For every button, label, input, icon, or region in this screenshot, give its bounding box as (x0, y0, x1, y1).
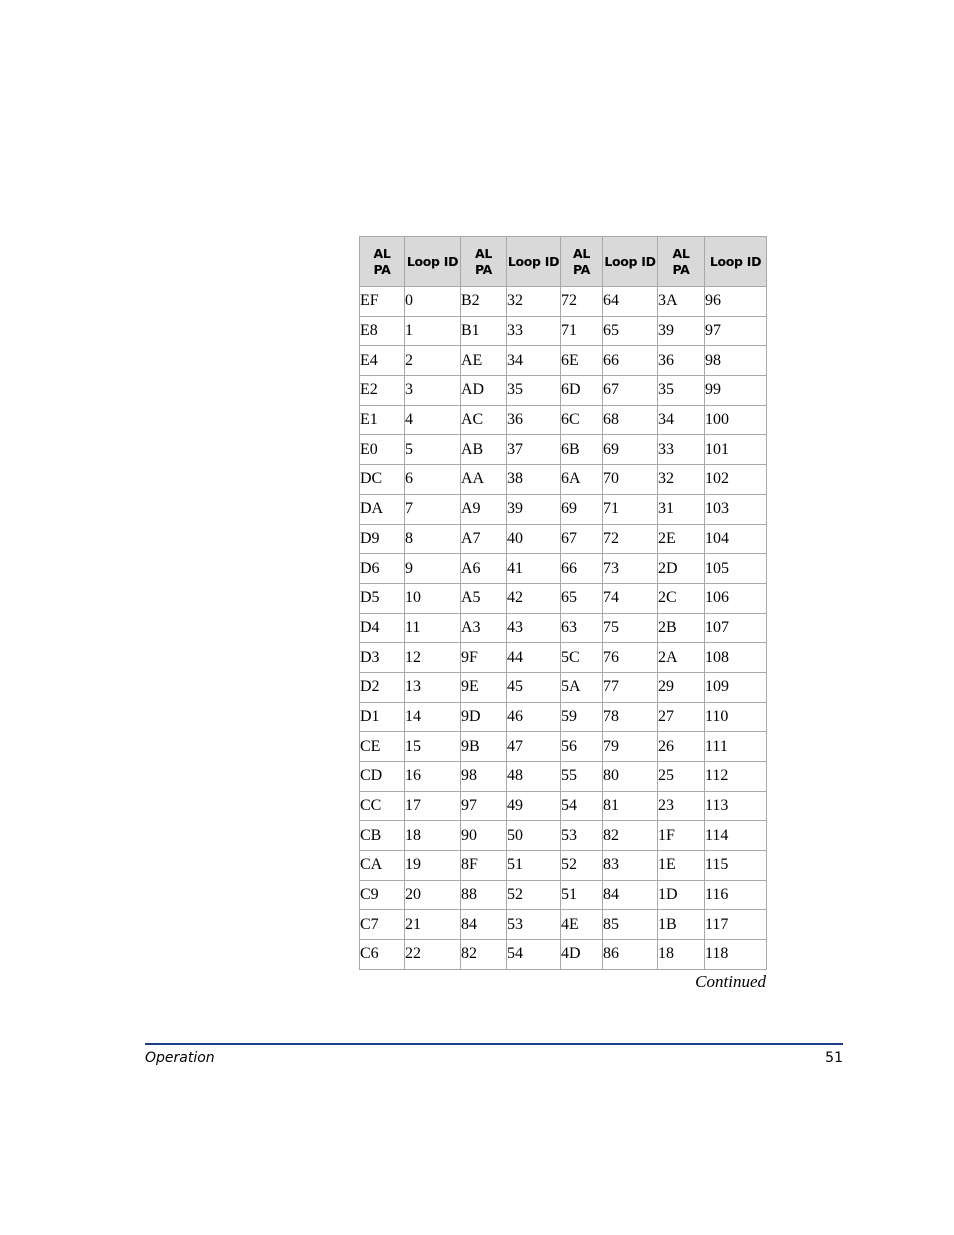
loop-id-cell: 46 (507, 702, 561, 732)
al-pa-cell: CD (360, 762, 405, 792)
footer-section-title: Operation (145, 1050, 215, 1066)
loop-id-cell: 115 (705, 851, 767, 881)
loop-id-cell: 106 (705, 583, 767, 613)
loop-id-cell: 33 (507, 316, 561, 346)
loop-id-cell: 2 (405, 346, 461, 376)
loop-id-cell: 47 (507, 732, 561, 762)
al-pa-cell: AE (461, 346, 507, 376)
al-pa-cell: CB (360, 821, 405, 851)
loop-id-cell: 19 (405, 851, 461, 881)
table-row (360, 732, 767, 762)
loop-id-cell: 22 (405, 940, 461, 970)
loop-id-cell: 78 (603, 702, 658, 732)
table-row (360, 465, 767, 495)
loop-id-cell: 111 (705, 732, 767, 762)
al-pa-cell: 9E (461, 672, 507, 702)
page-number: 51 (825, 1050, 843, 1066)
al-pa-cell: 55 (561, 762, 603, 792)
table-row (360, 910, 767, 940)
loop-id-cell: 39 (507, 494, 561, 524)
al-pa-cell: 66 (561, 554, 603, 584)
al-pa-cell: 65 (561, 583, 603, 613)
al-pa-cell: 36 (658, 346, 705, 376)
loop-id-cell: 99 (705, 376, 767, 406)
loop-id-cell: 98 (705, 346, 767, 376)
footer-rule (145, 1043, 843, 1045)
table-row (360, 672, 767, 702)
al-pa-cell: CE (360, 732, 405, 762)
loop-id-cell: 82 (603, 821, 658, 851)
al-pa-cell: CC (360, 791, 405, 821)
table-row (360, 791, 767, 821)
loop-id-cell: 102 (705, 465, 767, 495)
al-pa-cell: CA (360, 851, 405, 881)
table-row (360, 287, 767, 317)
table-row (360, 940, 767, 970)
loop-id-cell: 73 (603, 554, 658, 584)
al-pa-cell: D3 (360, 643, 405, 673)
al-pa-cell: C9 (360, 880, 405, 910)
loop-id-cell: 85 (603, 910, 658, 940)
table-row (360, 494, 767, 524)
loop-id-cell: 110 (705, 702, 767, 732)
al-pa-cell: D1 (360, 702, 405, 732)
loop-id-cell: 83 (603, 851, 658, 881)
al-pa-cell: 4D (561, 940, 603, 970)
al-pa-cell: 54 (561, 791, 603, 821)
loop-id-cell: 48 (507, 762, 561, 792)
loop-id-cell: 53 (507, 910, 561, 940)
loop-id-cell: 103 (705, 494, 767, 524)
al-pa-cell: D9 (360, 524, 405, 554)
al-pa-cell: C6 (360, 940, 405, 970)
loop-id-cell: 9 (405, 554, 461, 584)
al-pa-cell: 26 (658, 732, 705, 762)
loop-id-cell: 3 (405, 376, 461, 406)
loop-id-cell: 4 (405, 405, 461, 435)
loop-id-cell: 114 (705, 821, 767, 851)
loop-id-cell: 16 (405, 762, 461, 792)
loop-id-cell: 77 (603, 672, 658, 702)
loop-id-cell: 118 (705, 940, 767, 970)
al-pa-cell: A6 (461, 554, 507, 584)
continued-label: Continued (695, 972, 766, 991)
loop-id-cell: 37 (507, 435, 561, 465)
loop-id-cell: 71 (603, 494, 658, 524)
loop-id-cell: 112 (705, 762, 767, 792)
loop-id-cell: 38 (507, 465, 561, 495)
loop-id-cell: 17 (405, 791, 461, 821)
loop-id-cell: 101 (705, 435, 767, 465)
al-pa-cell: 98 (461, 762, 507, 792)
loop-id-cell: 109 (705, 672, 767, 702)
loop-id-cell: 41 (507, 554, 561, 584)
table-row (360, 405, 767, 435)
table-row (360, 880, 767, 910)
al-pa-cell: 32 (658, 465, 705, 495)
table-row (360, 613, 767, 643)
al-pa-cell: 25 (658, 762, 705, 792)
al-pa-cell: DC (360, 465, 405, 495)
al-pa-cell: 35 (658, 376, 705, 406)
loop-id-cell: 52 (507, 880, 561, 910)
loop-id-cell: 21 (405, 910, 461, 940)
al-pa-cell: E0 (360, 435, 405, 465)
al-pa-cell: 59 (561, 702, 603, 732)
table-row (360, 554, 767, 584)
al-pa-cell: 1D (658, 880, 705, 910)
al-pa-cell: 8F (461, 851, 507, 881)
al-pa-cell: 23 (658, 791, 705, 821)
al-pa-cell: 72 (561, 287, 603, 317)
loop-id-cell: 32 (507, 287, 561, 317)
al-pa-cell: 97 (461, 791, 507, 821)
al-pa-cell: C7 (360, 910, 405, 940)
loop-id-cell: 54 (507, 940, 561, 970)
header-al-pa: AL PA (360, 237, 405, 287)
al-pa-cell: 82 (461, 940, 507, 970)
al-pa-cell: 29 (658, 672, 705, 702)
al-pa-cell: D2 (360, 672, 405, 702)
table-row (360, 702, 767, 732)
loop-id-cell: 51 (507, 851, 561, 881)
al-pa-cell: DA (360, 494, 405, 524)
loop-id-cell: 107 (705, 613, 767, 643)
al-pa-cell: 9D (461, 702, 507, 732)
loop-id-cell: 86 (603, 940, 658, 970)
al-pa-cell: 52 (561, 851, 603, 881)
al-pa-cell: AA (461, 465, 507, 495)
loop-id-cell: 113 (705, 791, 767, 821)
table-row (360, 762, 767, 792)
al-pa-cell: E1 (360, 405, 405, 435)
al-pa-cell: 9F (461, 643, 507, 673)
al-pa-cell: 33 (658, 435, 705, 465)
header-loop-id: Loop ID (603, 237, 658, 287)
loop-id-cell: 14 (405, 702, 461, 732)
al-pa-cell: 53 (561, 821, 603, 851)
header-loop-id: Loop ID (405, 237, 461, 287)
al-pa-cell: E8 (360, 316, 405, 346)
al-pa-cell: E4 (360, 346, 405, 376)
al-pa-cell: A9 (461, 494, 507, 524)
al-pa-cell: 2D (658, 554, 705, 584)
loop-id-cell: 44 (507, 643, 561, 673)
loop-id-cell: 43 (507, 613, 561, 643)
al-pa-cell: D5 (360, 583, 405, 613)
loop-id-cell: 81 (603, 791, 658, 821)
al-pa-cell: 2A (658, 643, 705, 673)
loop-id-cell: 1 (405, 316, 461, 346)
loop-id-cell: 10 (405, 583, 461, 613)
al-pa-cell: 6D (561, 376, 603, 406)
al-pa-cell: A5 (461, 583, 507, 613)
table-row (360, 346, 767, 376)
loop-id-cell: 74 (603, 583, 658, 613)
loop-id-cell: 15 (405, 732, 461, 762)
al-pa-cell: EF (360, 287, 405, 317)
loop-id-cell: 8 (405, 524, 461, 554)
loop-id-cell: 42 (507, 583, 561, 613)
table-row (360, 376, 767, 406)
al-pa-cell: 67 (561, 524, 603, 554)
loop-id-cell: 50 (507, 821, 561, 851)
loop-id-cell: 116 (705, 880, 767, 910)
loop-id-cell: 68 (603, 405, 658, 435)
al-pa-cell: D4 (360, 613, 405, 643)
al-pa-cell: 9B (461, 732, 507, 762)
al-pa-cell: 1E (658, 851, 705, 881)
table-row (360, 643, 767, 673)
loop-id-cell: 66 (603, 346, 658, 376)
loop-id-cell: 18 (405, 821, 461, 851)
al-pa-loop-id-table (359, 236, 767, 970)
loop-id-cell: 12 (405, 643, 461, 673)
loop-id-cell: 76 (603, 643, 658, 673)
header-al-pa: AL PA (561, 237, 603, 287)
al-pa-cell: 39 (658, 316, 705, 346)
al-pa-cell: B1 (461, 316, 507, 346)
al-pa-cell: 2E (658, 524, 705, 554)
loop-id-cell: 0 (405, 287, 461, 317)
al-pa-cell: 56 (561, 732, 603, 762)
table-row (360, 851, 767, 881)
loop-id-cell: 108 (705, 643, 767, 673)
loop-id-cell: 97 (705, 316, 767, 346)
loop-id-cell: 84 (603, 880, 658, 910)
loop-id-cell: 34 (507, 346, 561, 376)
loop-id-cell: 70 (603, 465, 658, 495)
al-pa-cell: B2 (461, 287, 507, 317)
loop-id-cell: 79 (603, 732, 658, 762)
loop-id-cell: 40 (507, 524, 561, 554)
loop-id-cell: 100 (705, 405, 767, 435)
table-row (360, 524, 767, 554)
header-al-pa: AL PA (461, 237, 507, 287)
al-pa-cell: 71 (561, 316, 603, 346)
loop-id-cell: 65 (603, 316, 658, 346)
loop-id-cell: 20 (405, 880, 461, 910)
loop-id-cell: 5 (405, 435, 461, 465)
al-pa-cell: 6B (561, 435, 603, 465)
loop-id-cell: 6 (405, 465, 461, 495)
al-pa-cell: 31 (658, 494, 705, 524)
al-pa-cell: 2B (658, 613, 705, 643)
table-header-row (360, 237, 767, 287)
loop-id-cell: 35 (507, 376, 561, 406)
header-loop-id: Loop ID (705, 237, 767, 287)
al-pa-cell: 34 (658, 405, 705, 435)
al-pa-cell: 1B (658, 910, 705, 940)
al-pa-cell: 90 (461, 821, 507, 851)
al-pa-cell: 63 (561, 613, 603, 643)
al-pa-cell: A7 (461, 524, 507, 554)
loop-id-cell: 67 (603, 376, 658, 406)
al-pa-cell: 4E (561, 910, 603, 940)
loop-id-cell: 104 (705, 524, 767, 554)
al-pa-cell: D6 (360, 554, 405, 584)
header-loop-id: Loop ID (507, 237, 561, 287)
al-pa-cell: E2 (360, 376, 405, 406)
loop-id-cell: 45 (507, 672, 561, 702)
al-pa-cell: 18 (658, 940, 705, 970)
al-pa-cell: AB (461, 435, 507, 465)
table-row (360, 435, 767, 465)
loop-id-cell: 13 (405, 672, 461, 702)
table-row (360, 316, 767, 346)
loop-id-cell: 96 (705, 287, 767, 317)
al-pa-cell: 6A (561, 465, 603, 495)
al-pa-cell: 84 (461, 910, 507, 940)
al-pa-cell: 51 (561, 880, 603, 910)
al-pa-cell: 6E (561, 346, 603, 376)
al-pa-cell: AD (461, 376, 507, 406)
al-pa-cell: 1F (658, 821, 705, 851)
al-pa-cell: 69 (561, 494, 603, 524)
loop-id-cell: 69 (603, 435, 658, 465)
al-pa-cell: 2C (658, 583, 705, 613)
loop-id-cell: 75 (603, 613, 658, 643)
al-pa-cell: AC (461, 405, 507, 435)
table-row (360, 583, 767, 613)
al-pa-cell: 5C (561, 643, 603, 673)
loop-id-cell: 117 (705, 910, 767, 940)
al-pa-cell: 3A (658, 287, 705, 317)
al-pa-cell: 27 (658, 702, 705, 732)
al-pa-cell: 5A (561, 672, 603, 702)
header-al-pa: AL PA (658, 237, 705, 287)
loop-id-cell: 105 (705, 554, 767, 584)
loop-id-cell: 11 (405, 613, 461, 643)
al-pa-cell: 6C (561, 405, 603, 435)
loop-id-cell: 7 (405, 494, 461, 524)
loop-id-cell: 72 (603, 524, 658, 554)
al-pa-cell: 88 (461, 880, 507, 910)
loop-id-cell: 36 (507, 405, 561, 435)
al-pa-cell: A3 (461, 613, 507, 643)
loop-id-cell: 80 (603, 762, 658, 792)
table-row (360, 821, 767, 851)
loop-id-cell: 64 (603, 287, 658, 317)
loop-id-cell: 49 (507, 791, 561, 821)
